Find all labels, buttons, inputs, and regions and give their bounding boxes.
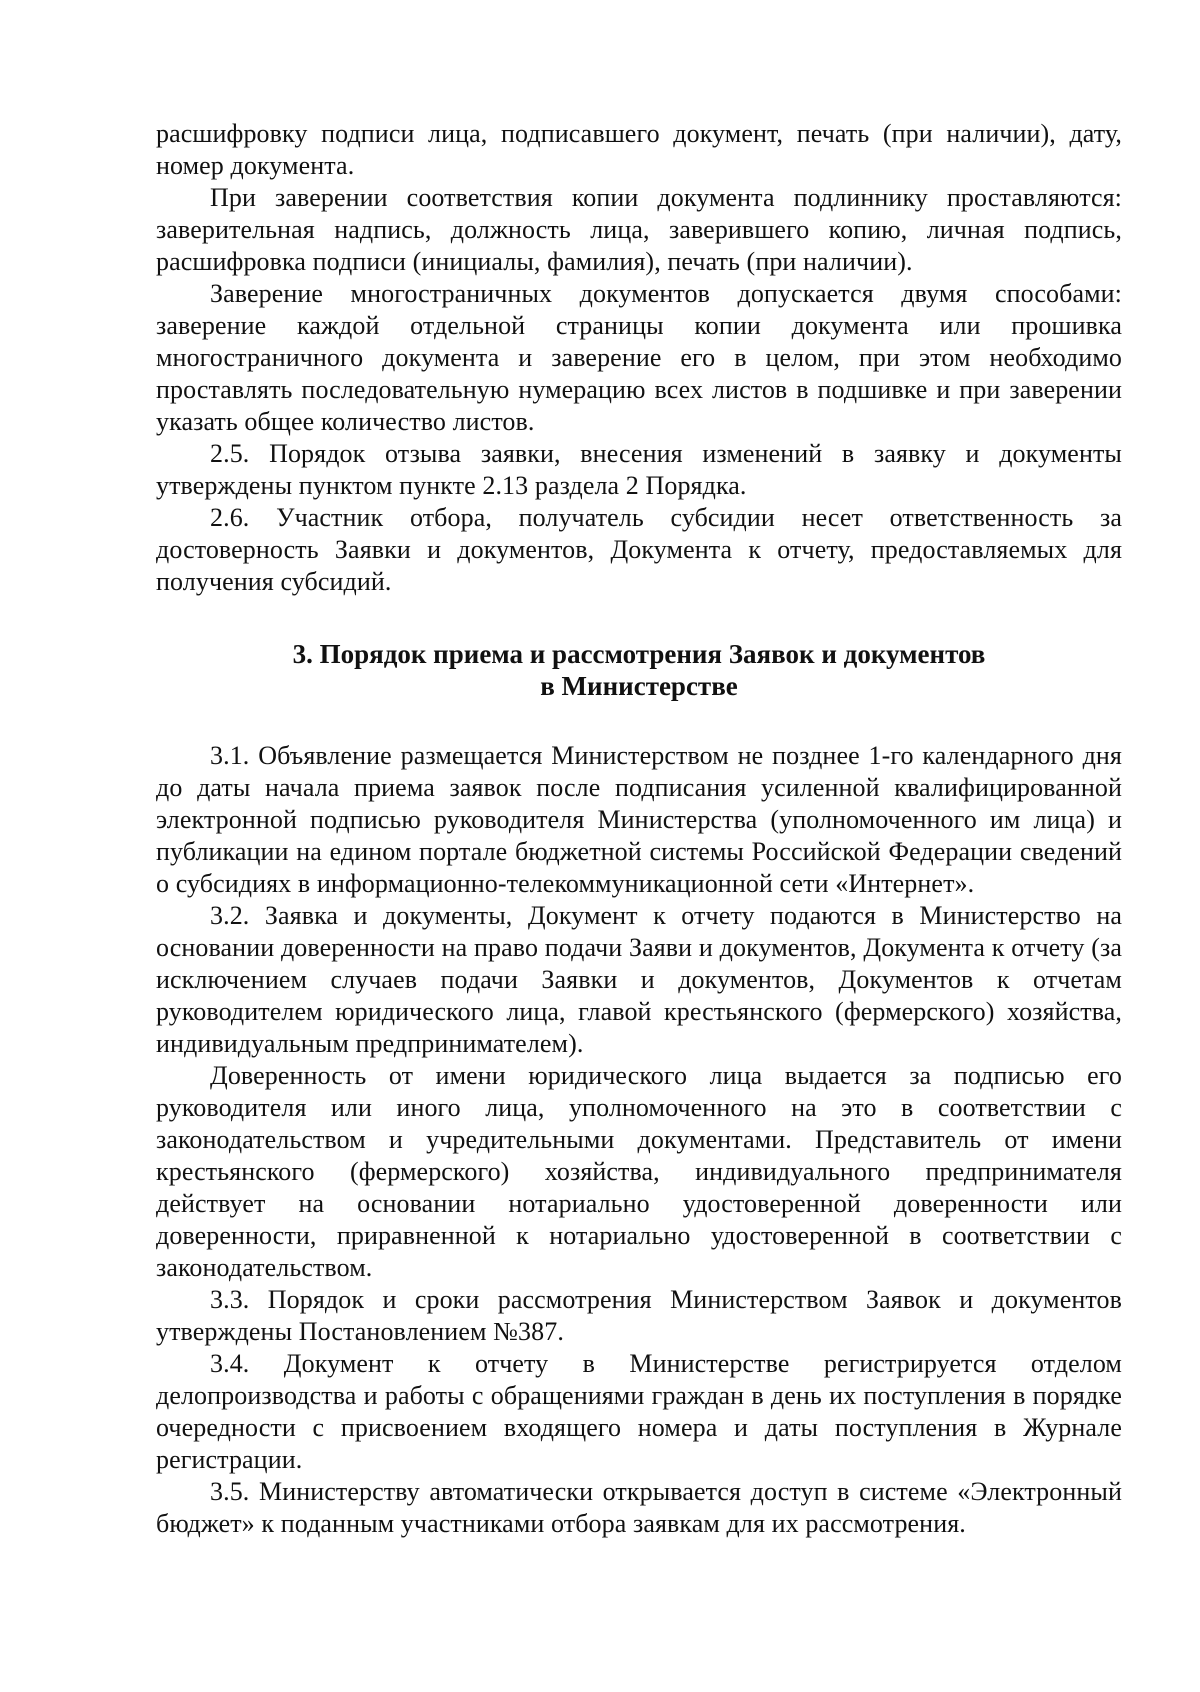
paragraph-2-5: 2.5. Порядок отзыва заявки, внесения изменений в заявку и документы утверждены пунктом пункте 2.13 раздела 2 Порядка. [156,439,1122,500]
section-3-heading-line-2: в Министерстве [540,671,738,701]
paragraph-3-1: 3.1. Объявление размещается Министерством не позднее 1-го календарного дня до даты начала приема заявок после подписания усиленной квалифицированной электронной подписью руководителя Министерства (уполномоченного им лица) и публикации на едином портале бюджетной системы Российской Федерации сведений о субсидиях в информационно-телекоммуникационной сети «Интернет». [156,741,1122,898]
paragraph-copy-certification: При заверении соответствия копии документа подлиннику проставляются: заверительная надпись, должность лица, заверившего копию, личная подпись, расшифровка подписи (инициалы, фамилия), печать (при наличии). [156,183,1122,276]
section-3-heading-line-1: 3. Порядок приема и рассмотрения Заявок и документов [292,639,986,669]
paragraph-power-of-attorney: Доверенность от имени юридического лица выдается за подписью его руководителя или иного лица, уполномоченного на это в соответствии с законодательством и учредительными документами. Представитель от имени крестьянского (фермерского) хозяйства, индивидуального предпринимателя действует на основании нотариально удостоверенной доверенности или доверенности, приравненной к нотариально удостоверенной в соответствии с законодательством. [156,1061,1122,1282]
paragraph-3-5: 3.5. Министерству автоматически открывается доступ в системе «Электронный бюджет» к поданным участниками отбора заявкам для их рассмотрения. [156,1477,1122,1538]
paragraph-multipage-certification: Заверение многостраничных документов допускается двумя способами: заверение каждой отдельной страницы копии документа или прошивка многостраничного документа и заверение его в целом, при этом необходимо проставлять последовательную нумерацию всех листов в подшивке и при заверении указать общее количество листов. [156,279,1122,436]
section-3-heading [156,638,1122,702]
paragraph-3-4: 3.4. Документ к отчету в Министерстве регистрируется отделом делопроизводства и работы с обращениями граждан в день их поступления в порядке очередности с присвоением входящего номера и даты поступления в Журнале регистрации. [156,1349,1122,1474]
paragraph-continuation: расшифровку подписи лица, подписавшего документ, печать (при наличии), дату, номер документа. [156,119,1122,180]
paragraph-2-6: 2.6. Участник отбора, получатель субсидии несет ответственность за достоверность Заявки и документов, Документа к отчету, предоставляемых для получения субсидий. [156,503,1122,596]
document-body [156,118,1122,1540]
paragraph-3-3: 3.3. Порядок и сроки рассмотрения Министерством Заявок и документов утверждены Постановлением №387. [156,1285,1122,1346]
paragraph-3-2: 3.2. Заявка и документы, Документ к отчету подаются в Министерство на основании доверенности на право подачи Заяви и документов, Документа к отчету (за исключением случаев подачи Заявки и документов, Документов к отчетам руководителем юридического лица, главой крестьянского (фермерского) хозяйства, индивидуальным предпринимателем). [156,901,1122,1058]
